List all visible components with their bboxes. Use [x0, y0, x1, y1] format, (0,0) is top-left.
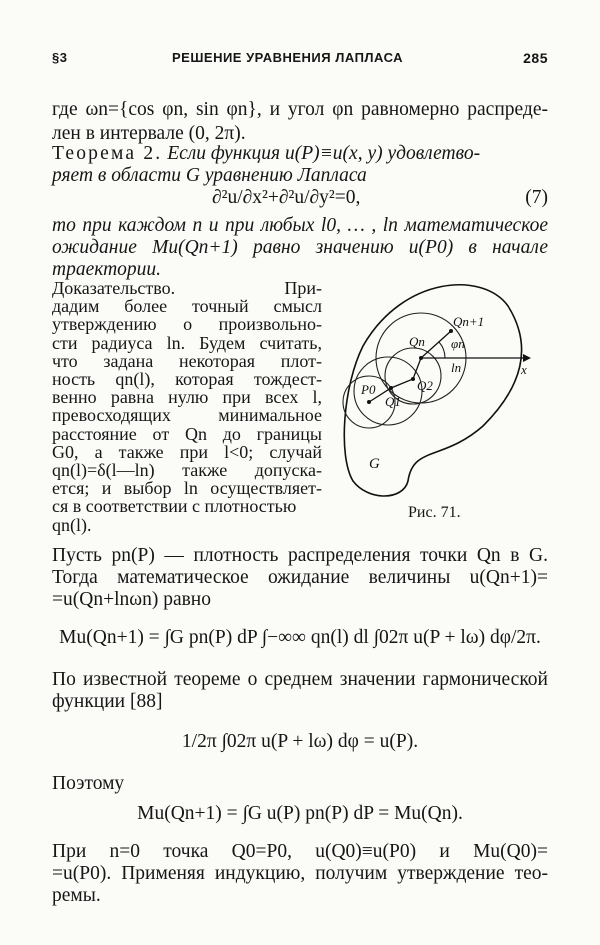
theorem-text: то при каждом n и при любых l0, … , ln математическое	[52, 215, 548, 236]
text-line: ремы.	[52, 885, 101, 906]
page-number: 285	[523, 50, 548, 66]
point-qn1	[449, 329, 453, 333]
text-line: =u(P0). Применяя индукцию, получим утверждение тео-	[52, 863, 548, 884]
label-x: x	[521, 362, 527, 377]
proof-line: расстояние от Qn до границы	[52, 423, 322, 444]
theorem-text: Если функция u(P)≡u(x, y) удовлетво-	[162, 143, 481, 164]
point-q1	[389, 386, 393, 390]
running-header	[52, 50, 548, 72]
proof-line: qn(l)=δ(l—ln) также допуска-	[52, 460, 322, 480]
label-qn1: Qn+1	[453, 314, 485, 329]
proof-line: ется; и выбор ln осуществляет-	[52, 478, 322, 499]
theorem-text: ряет в области G уравнению Лапласа	[52, 165, 367, 186]
proof-line: что задана некоторая плот-	[52, 350, 322, 371]
text-line: Пусть pn(P) — плотность распределения точки Qn в G.	[52, 545, 548, 566]
section-mark: §3	[52, 50, 68, 65]
text-line: функции [88]	[52, 691, 163, 712]
theorem-text: ожидание Mu(Qn+1) равно значению u(P0) в начале	[52, 237, 548, 258]
label-g: G	[369, 456, 380, 472]
label-p0: P0	[361, 382, 376, 397]
label-qn: Qn	[409, 334, 425, 349]
label-q1: Q1	[385, 394, 401, 409]
figure-71	[333, 276, 548, 502]
arrow-head	[523, 354, 531, 362]
proof-line: превосходящих минимальное	[52, 405, 322, 426]
proof-line: дадим более точный смысл	[52, 296, 322, 317]
formula-mean-value: 1/2π ∫02π u(P + lω) dφ = u(P).	[181, 731, 419, 752]
text-line: Поэтому	[52, 773, 125, 794]
label-ln: ln	[451, 360, 462, 375]
theorem-text: траектории.	[52, 259, 162, 280]
text-line: =u(Qn+lnωn) равно	[52, 589, 211, 610]
point-q2	[411, 377, 415, 381]
proof-line: qn(l).	[52, 514, 92, 535]
formula-expectation: Mu(Qn+1) = ∫G pn(P) dP ∫−∞∞ qn(l) dl ∫02π u(P + lω) dφ/2π.	[59, 627, 541, 648]
running-title: РЕШЕНИЕ УРАВНЕНИЯ ЛАПЛАСА	[172, 50, 404, 65]
figure-caption: Рис. 71.	[408, 504, 461, 521]
point-p0	[367, 400, 371, 404]
proof-line: сти радиуса ln. Будем считать,	[52, 332, 322, 353]
proof-line: Доказательство. При-	[52, 278, 322, 298]
trajectory-diagram	[333, 276, 548, 502]
text-line: где ωn={cos φn, sin φn}, и угол φn равномерно распреде-	[52, 99, 548, 120]
equation-body: ∂²u/∂x²+∂²u/∂y²=0,	[212, 187, 361, 208]
proof-line: G0, а также при l<0; случай	[52, 441, 322, 462]
equation-number: (7)	[525, 187, 548, 208]
text-line: Тогда математическое ожидание величины u(Qn+1)=	[52, 567, 548, 588]
proof-line: ся в соответствии с плотностью	[52, 496, 297, 517]
label-q2: Q2	[417, 378, 433, 393]
proof-line: венно равна нулю при всех l,	[52, 387, 322, 408]
formula-result: Mu(Qn+1) = ∫G u(P) pn(P) dP = Mu(Qn).	[137, 803, 463, 824]
text-line: При n=0 точка Q0=P0, u(Q0)≡u(P0) и Mu(Q0)=	[52, 841, 548, 862]
proof-line: ность qn(l), которая тождест-	[52, 369, 322, 389]
text-line: По известной теореме о среднем значении гармонической	[52, 669, 548, 690]
proof-line: утверждению о произвольно-	[52, 314, 322, 335]
angle-arc	[439, 342, 445, 358]
label-phin: φn	[451, 336, 465, 351]
text-line: лен в интервале (0, 2π).	[52, 123, 246, 144]
theorem-line	[52, 142, 548, 166]
theorem-label: Теорема 2.	[52, 143, 163, 164]
point-qn	[419, 356, 423, 360]
